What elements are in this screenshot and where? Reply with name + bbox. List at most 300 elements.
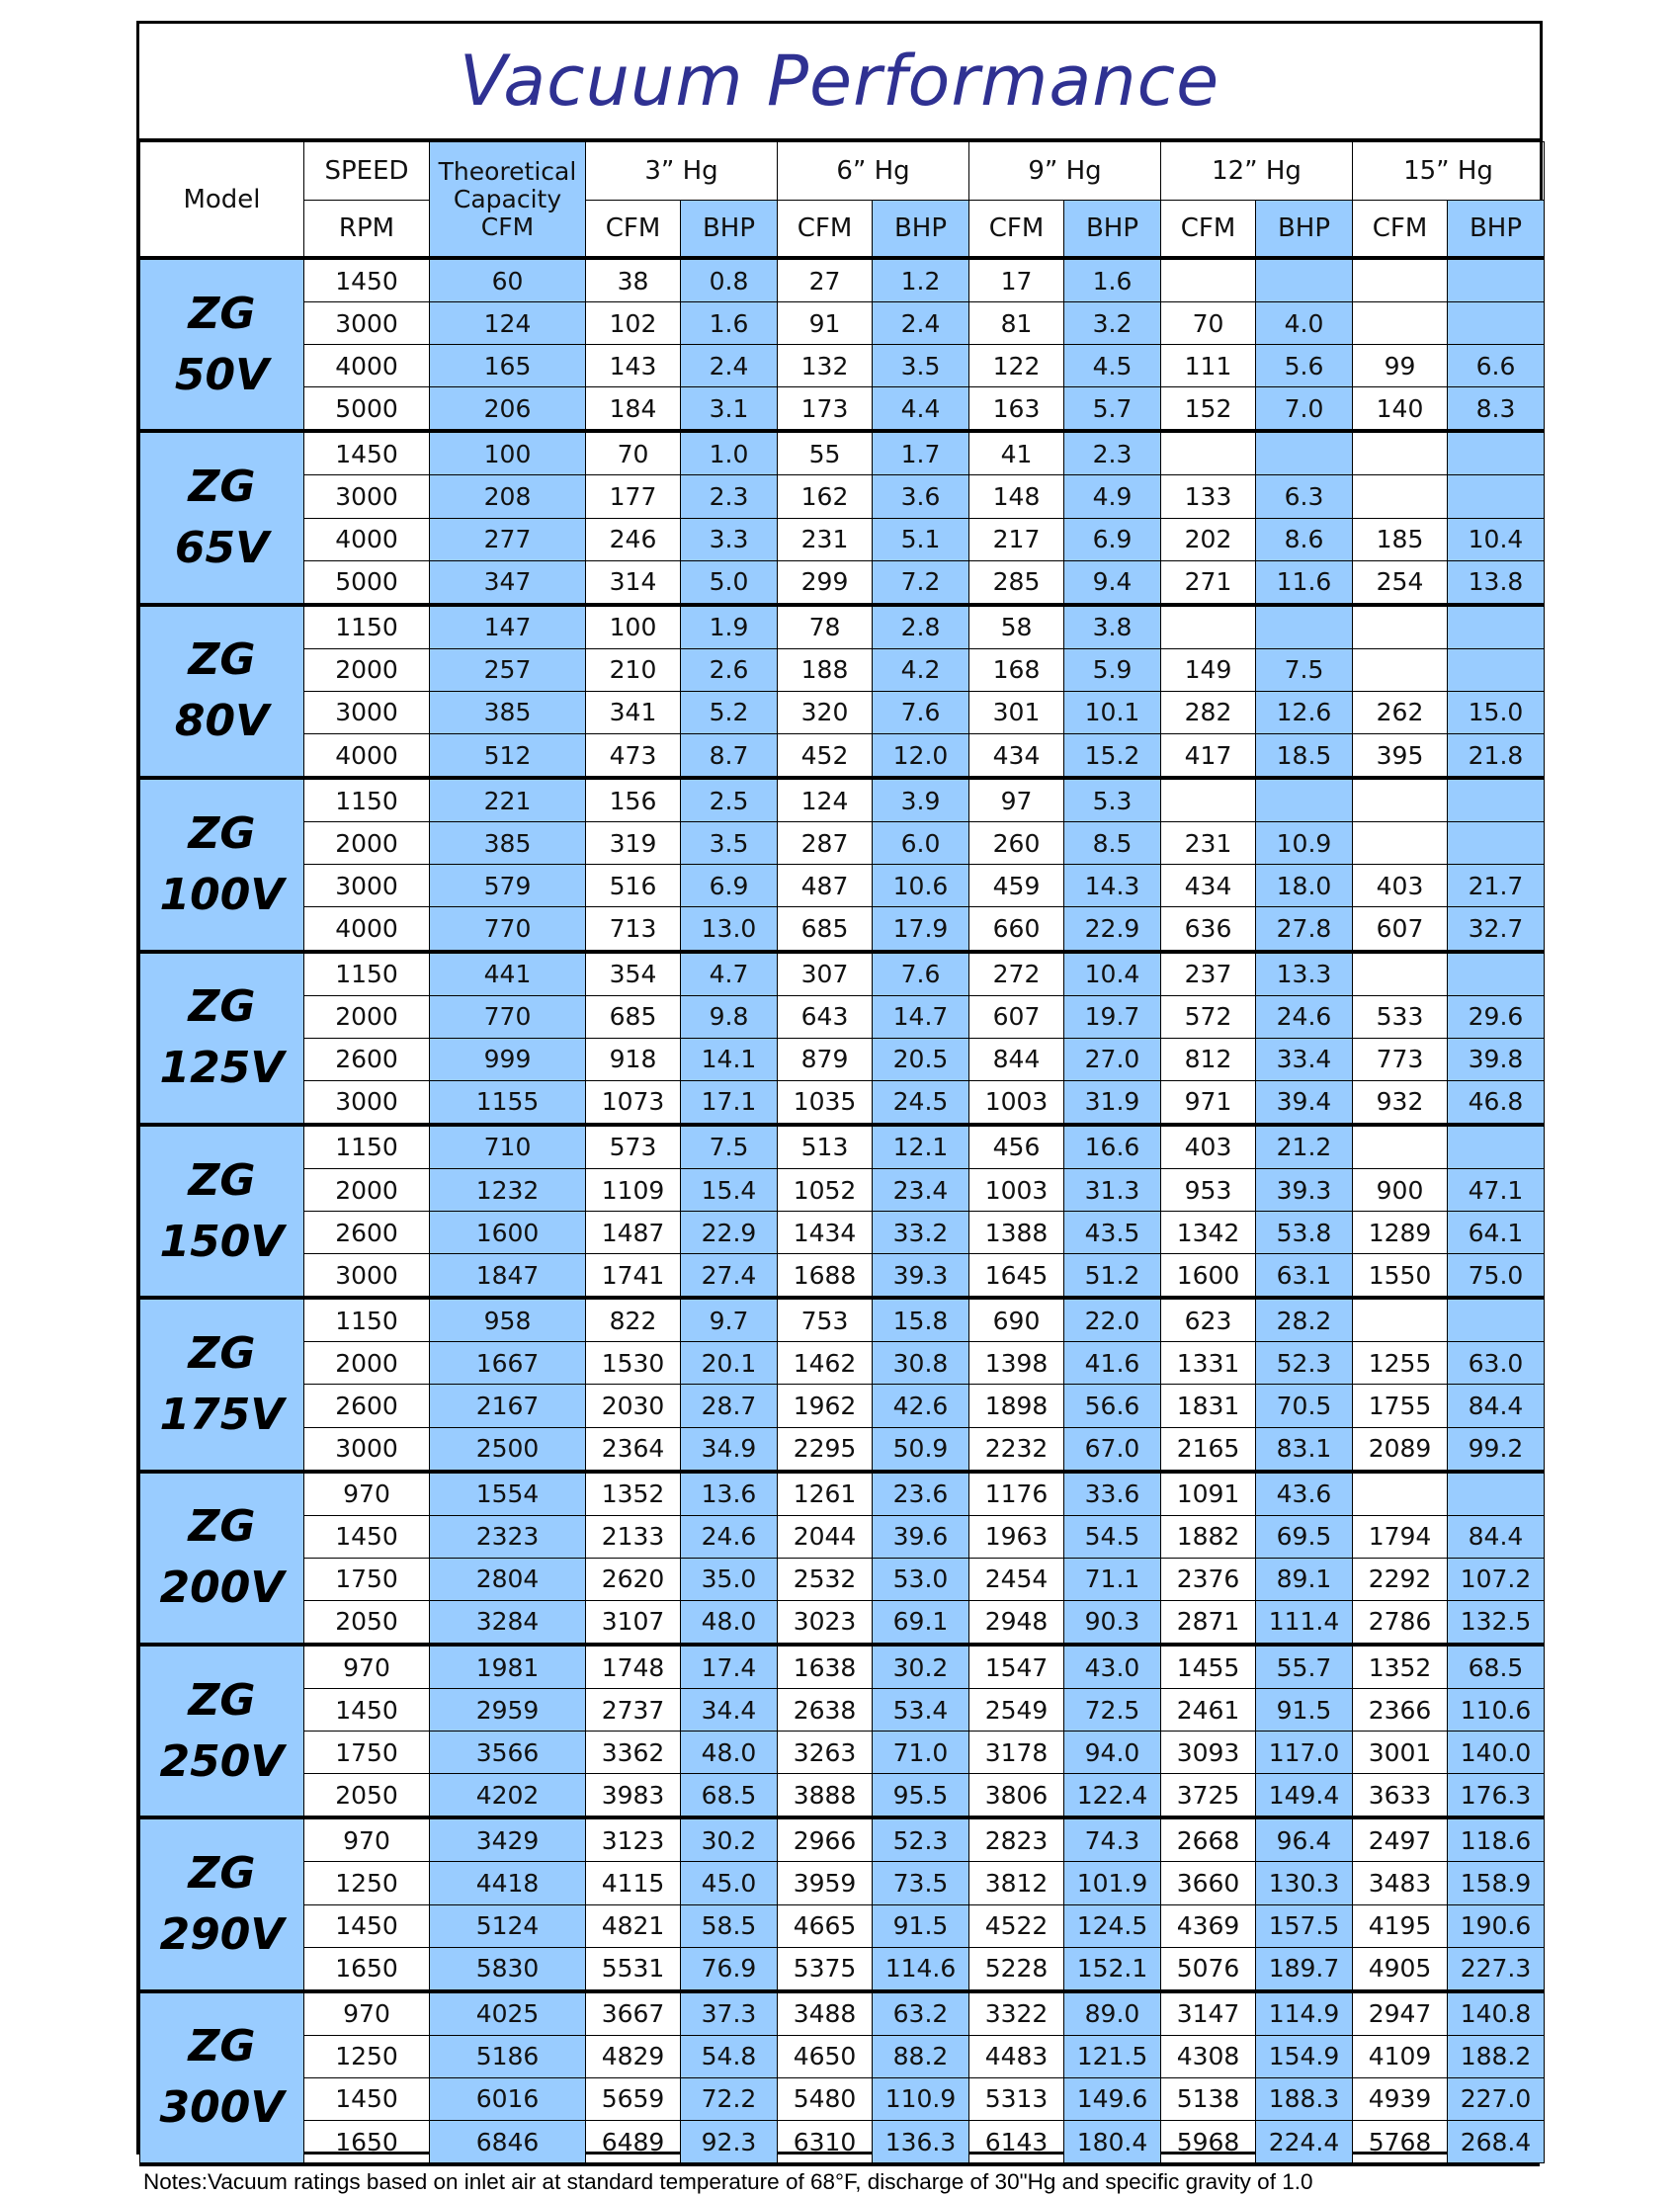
cell-cfm-12: 434	[1161, 865, 1256, 907]
cell-capacity: 3284	[430, 1600, 586, 1645]
header-cfm: CFM	[778, 201, 873, 259]
cell-cfm-9: 434	[969, 734, 1064, 779]
cell-cfm-12: 3725	[1161, 1774, 1256, 1818]
table-row	[140, 1732, 1545, 1774]
cell-capacity: 124	[430, 302, 586, 345]
table-row	[140, 1645, 1545, 1689]
model-name-cell	[140, 778, 304, 951]
cell-cfm-15: 262	[1353, 691, 1448, 733]
cell-bhp-15: 47.1	[1448, 1168, 1545, 1211]
cell-cfm-6: 1962	[778, 1385, 873, 1427]
table-row	[140, 1991, 1545, 2036]
cell-cfm-12: 111	[1161, 345, 1256, 387]
cell-bhp-6: 4.2	[873, 648, 969, 691]
cell-bhp-12: 53.8	[1256, 1212, 1353, 1254]
cell-cfm-12: 70	[1161, 302, 1256, 345]
header-bhp: BHP	[873, 201, 969, 259]
cell-cfm-12: 5138	[1161, 2077, 1256, 2120]
cell-cfm-15: 4109	[1353, 2035, 1448, 2077]
model-name-cell	[140, 1125, 304, 1298]
cell-bhp-3: 4.7	[681, 952, 778, 996]
table-row	[140, 1385, 1545, 1427]
cell-cfm-3: 685	[586, 995, 681, 1038]
cell-bhp-9: 124.5	[1064, 1904, 1161, 1947]
cell-rpm: 1250	[304, 1862, 430, 1904]
cell-rpm: 2600	[304, 1385, 430, 1427]
cell-bhp-15: 118.6	[1448, 1817, 1545, 1862]
cell-bhp-6: 30.2	[873, 1645, 969, 1689]
cell-cfm-3: 1109	[586, 1168, 681, 1211]
cell-cfm-15	[1353, 648, 1448, 691]
table-row	[140, 1904, 1545, 1947]
model-name-cell	[140, 1298, 304, 1471]
cell-cfm-6: 188	[778, 648, 873, 691]
cell-bhp-6: 20.5	[873, 1038, 969, 1080]
cell-bhp-6: 63.2	[873, 1991, 969, 2036]
cell-capacity: 2323	[430, 1515, 586, 1558]
cell-cfm-6: 91	[778, 302, 873, 345]
model-name-cell	[140, 1645, 304, 1817]
cell-cfm-6: 132	[778, 345, 873, 387]
cell-cfm-9: 97	[969, 778, 1064, 822]
table-row	[140, 345, 1545, 387]
cell-cfm-6: 1638	[778, 1645, 873, 1689]
cell-bhp-6: 73.5	[873, 1862, 969, 1904]
cell-bhp-15	[1448, 302, 1545, 345]
cell-bhp-12: 8.6	[1256, 518, 1353, 560]
cell-cfm-15: 254	[1353, 560, 1448, 605]
cell-cfm-12: 271	[1161, 560, 1256, 605]
table-row	[140, 952, 1545, 996]
cell-bhp-12: 7.0	[1256, 387, 1353, 432]
cell-bhp-12	[1256, 258, 1353, 302]
cell-cfm-3: 3362	[586, 1732, 681, 1774]
cell-bhp-15	[1448, 778, 1545, 822]
cell-bhp-15: 110.6	[1448, 1689, 1545, 1732]
cell-cfm-15: 3483	[1353, 1862, 1448, 1904]
model-size: 65V	[174, 523, 270, 574]
cell-cfm-12: 1831	[1161, 1385, 1256, 1427]
cell-cfm-3: 1530	[586, 1342, 681, 1385]
cell-bhp-15: 21.7	[1448, 865, 1545, 907]
cell-cfm-9: 217	[969, 518, 1064, 560]
cell-cfm-12: 1882	[1161, 1515, 1256, 1558]
cell-bhp-9: 22.9	[1064, 907, 1161, 952]
table-row	[140, 475, 1545, 518]
table-row	[140, 258, 1545, 302]
cell-bhp-9: 6.9	[1064, 518, 1161, 560]
cell-cfm-6: 55	[778, 431, 873, 475]
cell-bhp-9: 67.0	[1064, 1427, 1161, 1472]
cell-cfm-15	[1353, 822, 1448, 865]
model-series: ZG	[188, 2021, 256, 2072]
header-row-bottom	[140, 201, 1545, 259]
cell-capacity: 385	[430, 822, 586, 865]
cell-capacity: 710	[430, 1125, 586, 1169]
cell-bhp-6: 24.5	[873, 1080, 969, 1125]
table-row	[140, 1298, 1545, 1342]
cell-rpm: 1150	[304, 605, 430, 649]
cell-bhp-15: 84.4	[1448, 1385, 1545, 1427]
cell-cfm-15: 3001	[1353, 1732, 1448, 1774]
header-bhp: BHP	[681, 201, 778, 259]
cell-cfm-12: 971	[1161, 1080, 1256, 1125]
cell-bhp-12: 63.1	[1256, 1254, 1353, 1299]
cell-bhp-15: 176.3	[1448, 1774, 1545, 1818]
cell-cfm-9: 660	[969, 907, 1064, 952]
cell-capacity: 1155	[430, 1080, 586, 1125]
cell-rpm: 1450	[304, 1904, 430, 1947]
cell-capacity: 3429	[430, 1817, 586, 1862]
header-pressure-9: 9” Hg	[969, 142, 1161, 201]
cell-cfm-6: 231	[778, 518, 873, 560]
table-row	[140, 778, 1545, 822]
cell-bhp-6: 39.6	[873, 1515, 969, 1558]
cell-cfm-12: 1342	[1161, 1212, 1256, 1254]
cell-bhp-3: 17.4	[681, 1645, 778, 1689]
cell-bhp-3: 58.5	[681, 1904, 778, 1947]
cell-cfm-6: 1462	[778, 1342, 873, 1385]
cell-cfm-12: 202	[1161, 518, 1256, 560]
cell-bhp-6: 91.5	[873, 1904, 969, 1947]
cell-rpm: 1450	[304, 1515, 430, 1558]
cell-cfm-15: 2089	[1353, 1427, 1448, 1472]
cell-bhp-12: 5.6	[1256, 345, 1353, 387]
cell-cfm-15: 533	[1353, 995, 1448, 1038]
cell-bhp-15	[1448, 1298, 1545, 1342]
cell-bhp-9: 51.2	[1064, 1254, 1161, 1299]
cell-cfm-9: 2948	[969, 1600, 1064, 1645]
cell-rpm: 4000	[304, 345, 430, 387]
cell-bhp-6: 12.1	[873, 1125, 969, 1169]
cell-cfm-9: 1398	[969, 1342, 1064, 1385]
cell-bhp-9: 5.3	[1064, 778, 1161, 822]
cell-capacity: 3566	[430, 1732, 586, 1774]
cell-cfm-12: 231	[1161, 822, 1256, 865]
cell-cfm-3: 2133	[586, 1515, 681, 1558]
cell-cfm-9: 2232	[969, 1427, 1064, 1472]
model-size: 175V	[159, 1389, 285, 1440]
header-bhp: BHP	[1448, 201, 1545, 259]
cell-bhp-3: 5.2	[681, 691, 778, 733]
cell-capacity: 6846	[430, 2121, 586, 2163]
cell-cfm-3: 3107	[586, 1600, 681, 1645]
cell-rpm: 1450	[304, 431, 430, 475]
cell-bhp-3: 1.6	[681, 302, 778, 345]
cell-cfm-12: 1091	[1161, 1472, 1256, 1516]
cell-cfm-6: 513	[778, 1125, 873, 1169]
cell-capacity: 206	[430, 387, 586, 432]
cell-cfm-6: 287	[778, 822, 873, 865]
cell-bhp-3: 13.0	[681, 907, 778, 952]
cell-bhp-15: 68.5	[1448, 1645, 1545, 1689]
table-row	[140, 1515, 1545, 1558]
cell-cfm-12: 5076	[1161, 1947, 1256, 1991]
cell-rpm: 4000	[304, 907, 430, 952]
cell-bhp-15	[1448, 431, 1545, 475]
cell-bhp-9: 149.6	[1064, 2077, 1161, 2120]
cell-bhp-3: 2.6	[681, 648, 778, 691]
cell-rpm: 1450	[304, 2077, 430, 2120]
cell-cfm-15: 2786	[1353, 1600, 1448, 1645]
cell-cfm-3: 38	[586, 258, 681, 302]
cell-bhp-9: 89.0	[1064, 1991, 1161, 2036]
cell-bhp-12	[1256, 431, 1353, 475]
cell-bhp-12: 55.7	[1256, 1645, 1353, 1689]
cell-bhp-3: 28.7	[681, 1385, 778, 1427]
cell-bhp-12: 91.5	[1256, 1689, 1353, 1732]
header-pressure-12: 12” Hg	[1161, 142, 1353, 201]
notes: Notes:Vacuum ratings based on inlet air at standard temperature of 68°F, discharge of 30"Hg and specific gravity of 1.0	[139, 2163, 1540, 2197]
cell-cfm-9: 41	[969, 431, 1064, 475]
cell-cfm-9: 3812	[969, 1862, 1064, 1904]
cell-cfm-9: 301	[969, 691, 1064, 733]
cell-cfm-3: 5531	[586, 1947, 681, 1991]
cell-cfm-6: 3023	[778, 1600, 873, 1645]
cell-cfm-6: 1434	[778, 1212, 873, 1254]
table-row	[140, 2035, 1545, 2077]
cell-cfm-12	[1161, 258, 1256, 302]
cell-rpm: 2050	[304, 1600, 430, 1645]
cell-bhp-15: 8.3	[1448, 387, 1545, 432]
header-row-top	[140, 142, 1545, 201]
cell-cfm-3: 473	[586, 734, 681, 779]
cell-bhp-12: 114.9	[1256, 1991, 1353, 2036]
cell-rpm: 3000	[304, 1080, 430, 1125]
cell-cfm-15: 395	[1353, 734, 1448, 779]
cell-capacity: 770	[430, 995, 586, 1038]
cell-cfm-6: 643	[778, 995, 873, 1038]
cell-cfm-9: 3178	[969, 1732, 1064, 1774]
cell-bhp-15: 29.6	[1448, 995, 1545, 1038]
cell-cfm-3: 2737	[586, 1689, 681, 1732]
cell-bhp-12: 188.3	[1256, 2077, 1353, 2120]
cell-rpm: 970	[304, 1472, 430, 1516]
header-capacity-line: Capacity	[453, 184, 562, 213]
cell-cfm-15: 403	[1353, 865, 1448, 907]
cell-bhp-12	[1256, 778, 1353, 822]
cell-cfm-6: 3488	[778, 1991, 873, 2036]
cell-rpm: 4000	[304, 734, 430, 779]
cell-bhp-15: 39.8	[1448, 1038, 1545, 1080]
cell-bhp-6: 33.2	[873, 1212, 969, 1254]
cell-cfm-12: 403	[1161, 1125, 1256, 1169]
header-rpm: RPM	[304, 201, 430, 259]
cell-cfm-9: 456	[969, 1125, 1064, 1169]
cell-cfm-15: 185	[1353, 518, 1448, 560]
model-size: 150V	[159, 1216, 285, 1267]
cell-rpm: 3000	[304, 691, 430, 733]
cell-bhp-15: 63.0	[1448, 1342, 1545, 1385]
cell-cfm-9: 5228	[969, 1947, 1064, 1991]
cell-cfm-3: 156	[586, 778, 681, 822]
cell-bhp-9: 122.4	[1064, 1774, 1161, 1818]
cell-bhp-3: 24.6	[681, 1515, 778, 1558]
cell-bhp-6: 110.9	[873, 2077, 969, 2120]
cell-bhp-6: 2.4	[873, 302, 969, 345]
cell-cfm-9: 459	[969, 865, 1064, 907]
cell-bhp-15	[1448, 475, 1545, 518]
cell-cfm-6: 1052	[778, 1168, 873, 1211]
cell-rpm: 1650	[304, 2121, 430, 2163]
table-row	[140, 865, 1545, 907]
table-row	[140, 1342, 1545, 1385]
cell-bhp-12: 43.6	[1256, 1472, 1353, 1516]
cell-bhp-15: 10.4	[1448, 518, 1545, 560]
cell-cfm-3: 70	[586, 431, 681, 475]
cell-cfm-3: 210	[586, 648, 681, 691]
cell-rpm: 2000	[304, 1168, 430, 1211]
cell-bhp-3: 3.5	[681, 822, 778, 865]
cell-bhp-6: 1.2	[873, 258, 969, 302]
cell-bhp-6: 3.6	[873, 475, 969, 518]
cell-bhp-3: 37.3	[681, 1991, 778, 2036]
cell-bhp-12: 11.6	[1256, 560, 1353, 605]
model-series: ZG	[188, 981, 256, 1033]
cell-cfm-3: 5659	[586, 2077, 681, 2120]
table-row	[140, 1212, 1545, 1254]
cell-cfm-3: 1073	[586, 1080, 681, 1125]
cell-cfm-9: 3806	[969, 1774, 1064, 1818]
cell-bhp-12: 224.4	[1256, 2121, 1353, 2163]
cell-bhp-3: 34.4	[681, 1689, 778, 1732]
cell-bhp-9: 43.5	[1064, 1212, 1161, 1254]
cell-rpm: 1650	[304, 1947, 430, 1991]
cell-bhp-6: 114.6	[873, 1947, 969, 1991]
table-row	[140, 1600, 1545, 1645]
cell-cfm-6: 124	[778, 778, 873, 822]
cell-cfm-3: 713	[586, 907, 681, 952]
table-row	[140, 734, 1545, 779]
cell-rpm: 5000	[304, 387, 430, 432]
cell-cfm-12: 417	[1161, 734, 1256, 779]
cell-cfm-3: 2620	[586, 1558, 681, 1600]
cell-rpm: 970	[304, 1645, 430, 1689]
cell-cfm-12: 953	[1161, 1168, 1256, 1211]
cell-bhp-15	[1448, 822, 1545, 865]
cell-cfm-15: 1352	[1353, 1645, 1448, 1689]
cell-cfm-6: 3263	[778, 1732, 873, 1774]
cell-cfm-6: 2532	[778, 1558, 873, 1600]
cell-bhp-3: 3.3	[681, 518, 778, 560]
cell-cfm-9: 3322	[969, 1991, 1064, 2036]
cell-bhp-15: 190.6	[1448, 1904, 1545, 1947]
cell-bhp-3: 48.0	[681, 1600, 778, 1645]
cell-bhp-15	[1448, 1472, 1545, 1516]
cell-bhp-3: 8.7	[681, 734, 778, 779]
cell-bhp-15: 21.8	[1448, 734, 1545, 779]
cell-bhp-15: 158.9	[1448, 1862, 1545, 1904]
cell-cfm-15: 607	[1353, 907, 1448, 952]
cell-rpm: 4000	[304, 518, 430, 560]
cell-cfm-12: 149	[1161, 648, 1256, 691]
table-row	[140, 1125, 1545, 1169]
table-row	[140, 1689, 1545, 1732]
cell-bhp-12: 7.5	[1256, 648, 1353, 691]
cell-cfm-15: 4939	[1353, 2077, 1448, 2120]
header-cfm: CFM	[586, 201, 681, 259]
model-size: 50V	[174, 349, 270, 400]
cell-rpm: 970	[304, 1817, 430, 1862]
cell-cfm-15: 1289	[1353, 1212, 1448, 1254]
performance-sheet	[136, 21, 1543, 2195]
cell-cfm-3: 573	[586, 1125, 681, 1169]
cell-bhp-6: 39.3	[873, 1254, 969, 1299]
cell-rpm: 1250	[304, 2035, 430, 2077]
cell-bhp-6: 95.5	[873, 1774, 969, 1818]
cell-bhp-12: 96.4	[1256, 1817, 1353, 1862]
cell-bhp-6: 71.0	[873, 1732, 969, 1774]
cell-bhp-3: 34.9	[681, 1427, 778, 1472]
cell-rpm: 3000	[304, 475, 430, 518]
model-size: 80V	[174, 696, 270, 747]
cell-bhp-12: 10.9	[1256, 822, 1353, 865]
cell-cfm-3: 314	[586, 560, 681, 605]
cell-capacity: 2959	[430, 1689, 586, 1732]
cell-bhp-6: 12.0	[873, 734, 969, 779]
cell-rpm: 3000	[304, 865, 430, 907]
header-pressure-15: 15” Hg	[1353, 142, 1545, 201]
cell-bhp-6: 30.8	[873, 1342, 969, 1385]
cell-capacity: 385	[430, 691, 586, 733]
cell-cfm-9: 607	[969, 995, 1064, 1038]
cell-bhp-12: 18.0	[1256, 865, 1353, 907]
cell-bhp-3: 3.1	[681, 387, 778, 432]
cell-cfm-9: 2454	[969, 1558, 1064, 1600]
cell-cfm-6: 299	[778, 560, 873, 605]
model-name-cell	[140, 1472, 304, 1645]
header-speed: SPEED	[304, 142, 430, 201]
cell-bhp-6: 88.2	[873, 2035, 969, 2077]
cell-cfm-12: 2871	[1161, 1600, 1256, 1645]
cell-bhp-15: 227.3	[1448, 1947, 1545, 1991]
cell-cfm-15: 1794	[1353, 1515, 1448, 1558]
model-name-cell	[140, 952, 304, 1125]
header-pressure-3: 3” Hg	[586, 142, 778, 201]
cell-capacity: 60	[430, 258, 586, 302]
cell-bhp-3: 68.5	[681, 1774, 778, 1818]
header-capacity-line: CFM	[480, 211, 535, 241]
cell-bhp-12: 52.3	[1256, 1342, 1353, 1385]
model-size: 100V	[159, 869, 285, 920]
cell-cfm-3: 177	[586, 475, 681, 518]
cell-bhp-3: 2.5	[681, 778, 778, 822]
cell-rpm: 1750	[304, 1732, 430, 1774]
cell-bhp-9: 33.6	[1064, 1472, 1161, 1516]
cell-cfm-3: 341	[586, 691, 681, 733]
cell-bhp-9: 74.3	[1064, 1817, 1161, 1862]
cell-cfm-15: 99	[1353, 345, 1448, 387]
cell-cfm-15: 4195	[1353, 1904, 1448, 1947]
cell-cfm-3: 4821	[586, 1904, 681, 1947]
cell-capacity: 958	[430, 1298, 586, 1342]
cell-bhp-15: 188.2	[1448, 2035, 1545, 2077]
cell-cfm-12: 2165	[1161, 1427, 1256, 1472]
cell-rpm: 2000	[304, 995, 430, 1038]
cell-bhp-12: 83.1	[1256, 1427, 1353, 1472]
cell-cfm-6: 1261	[778, 1472, 873, 1516]
cell-capacity: 100	[430, 431, 586, 475]
cell-cfm-15: 3633	[1353, 1774, 1448, 1818]
model-size: 250V	[159, 1735, 285, 1787]
cell-cfm-15: 932	[1353, 1080, 1448, 1125]
cell-cfm-6: 1035	[778, 1080, 873, 1125]
cell-rpm: 1150	[304, 1298, 430, 1342]
cell-bhp-15: 32.7	[1448, 907, 1545, 952]
cell-cfm-15	[1353, 258, 1448, 302]
cell-capacity: 208	[430, 475, 586, 518]
cell-bhp-3: 2.4	[681, 345, 778, 387]
